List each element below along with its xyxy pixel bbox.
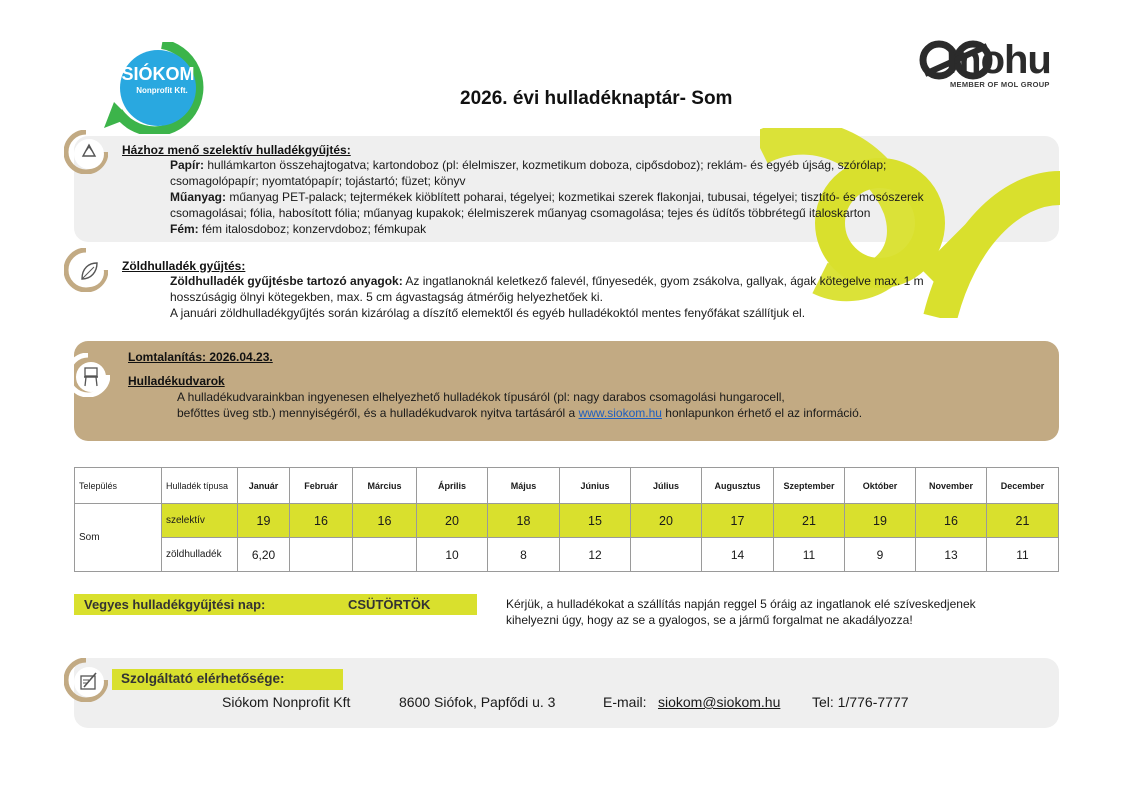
mohu-logo-text: mohu	[946, 38, 1051, 82]
date-cell: 15	[560, 504, 631, 538]
table-row-selective	[75, 504, 1059, 538]
paper-text: hullámkarton összehajtogatva; kartondoboz (pl: élelmiszer, kozmetikum doboza, cipősdoboz); reklám- és egyéb újság, szórólap;	[207, 158, 887, 172]
date-cell: 20	[631, 504, 702, 538]
contact-company: Siókom Nonprofit Kft	[222, 694, 351, 710]
date-cell: 21	[987, 504, 1059, 538]
contact-phone: Tel: 1/776-7777	[812, 694, 909, 710]
plastic-label: Műanyag:	[170, 190, 227, 204]
date-cell	[290, 538, 353, 572]
header-waste-type: Hulladék típusa	[162, 468, 238, 504]
date-cell: 18	[488, 504, 560, 538]
green-body	[170, 273, 1030, 321]
selective-heading: Házhoz menő szelektív hulladékgyűjtés:	[122, 143, 351, 157]
header-month: Szeptember	[774, 468, 845, 504]
siokom-logo	[100, 42, 215, 134]
yard-text-end: honlapunkon érhető el az információ.	[661, 406, 863, 420]
date-cell: 19	[238, 504, 290, 538]
green-text-cont: hosszúságig ölnyi kötegekben, max. 5 cm ágvastagság átmérőig helyezhetőek ki.	[170, 290, 603, 304]
chair-icon	[66, 353, 110, 397]
header-month: December	[987, 468, 1059, 504]
selective-body	[170, 157, 1055, 237]
yard-text-cont: befőttes üveg stb.) mennyiségéről, és a hulladékudvarok nyitva tartásáról a	[177, 406, 576, 420]
header-month: Június	[560, 468, 631, 504]
date-cell	[631, 538, 702, 572]
mixed-waste-label: Vegyes hulladékgyűjtési nap:	[84, 597, 266, 612]
green-heading: Zöldhulladék gyűjtés:	[122, 259, 246, 273]
yard-text: A hulladékudvarainkban ingyenesen elhelyezhető hulladékok típusáról (pl: nagy darabos csomagolási hungarocell,	[177, 390, 785, 404]
date-cell	[353, 538, 417, 572]
header-month: Január	[238, 468, 290, 504]
date-cell: 16	[353, 504, 417, 538]
paper-label: Papír:	[170, 158, 205, 172]
waste-type-cell: zöldhulladék	[162, 538, 238, 572]
header-month: Október	[845, 468, 916, 504]
leaf-icon	[64, 248, 108, 292]
contact-address: 8600 Siófok, Papfődi u. 3	[399, 694, 556, 710]
green-text: Az ingatlanoknál keletkező falevél, fűnyesedék, gyom zsákolva, gallyak, ágak kötegelve max. 1 m	[405, 274, 924, 288]
siokom-website-link[interactable]: www.siokom.hu	[578, 406, 662, 420]
placement-note	[506, 596, 976, 628]
siokom-logo-subtext: Nonprofit Kft.	[136, 86, 188, 95]
yard-heading: Hulladékudvarok	[128, 374, 225, 388]
date-cell: 13	[916, 538, 987, 572]
metal-text: fém italosdoboz; konzervdoboz; fémkupak	[202, 222, 427, 236]
placement-note-line: kihelyezni úgy, hogy az se a gyalogos, se a jármű forgalmat ne akadályozza!	[506, 613, 913, 627]
mohu-logo-subtext: MEMBER OF MOL GROUP	[950, 80, 1050, 89]
header-month: Február	[290, 468, 353, 504]
waste-type-cell: szelektív	[162, 504, 238, 538]
table-header-row	[75, 468, 1059, 504]
recycle-icon	[64, 130, 108, 174]
contact-email-link[interactable]: siokom@siokom.hu	[658, 694, 781, 710]
bulky-heading: Lomtalanítás: 2026.04.23.	[128, 350, 273, 364]
green-january-note: A januári zöldhulladékgyűjtés során kizárólag a díszítő elemektől és egyéb hulladékoktól mentes fenyőfákat szállítjuk el.	[170, 306, 806, 320]
siokom-logo-text: SIÓKOM	[121, 64, 195, 84]
mixed-waste-day: CSÜTÖRTÖK	[348, 597, 431, 612]
date-cell: 21	[774, 504, 845, 538]
settlement-cell: Som	[75, 504, 162, 572]
plastic-text: műanyag PET-palack; tejtermékek kiöblített poharai, tégelyei; kozmetikai szerek flakonjai, tubusai, tégelyei; tisztító- és mosószerek	[229, 190, 924, 204]
date-cell: 11	[774, 538, 845, 572]
date-cell: 10	[417, 538, 488, 572]
date-cell: 16	[916, 504, 987, 538]
date-cell: 12	[560, 538, 631, 572]
contact-heading: Szolgáltató elérhetősége:	[121, 671, 285, 686]
yard-body	[177, 389, 1017, 421]
placement-note-line: Kérjük, a hulladékokat a szállítás napján reggel 5 óráig az ingatlanok elé szíveskedjenek	[506, 597, 976, 611]
collection-calendar-table	[74, 467, 1059, 572]
date-cell: 6,20	[238, 538, 290, 572]
date-cell: 16	[290, 504, 353, 538]
date-cell: 19	[845, 504, 916, 538]
page-title: 2026. évi hulladéknaptár- Som	[460, 88, 733, 109]
header-month: November	[916, 468, 987, 504]
date-cell: 20	[417, 504, 488, 538]
contact-edit-icon	[64, 658, 108, 702]
green-sub-label: Zöldhulladék gyűjtésbe tartozó anyagok:	[170, 274, 403, 288]
contact-email-label: E-mail:	[603, 694, 647, 710]
header-settlement: Település	[75, 468, 162, 504]
table-row-green	[75, 538, 1059, 572]
metal-label: Fém:	[170, 222, 199, 236]
date-cell: 9	[845, 538, 916, 572]
paper-text-cont: csomagolópapír; nyomtatópapír; tojástartó; füzet; könyv	[170, 174, 466, 188]
header-month: Április	[417, 468, 488, 504]
header-month: Augusztus	[702, 468, 774, 504]
date-cell: 8	[488, 538, 560, 572]
date-cell: 14	[702, 538, 774, 572]
date-cell: 17	[702, 504, 774, 538]
header-month: Március	[353, 468, 417, 504]
header-month: Május	[488, 468, 560, 504]
plastic-text-cont: csomagolásai; fólia, habosított fólia; műanyag kupakok; élelmiszerek műanyag csomagolása; tejes és üdítős többrétegű italoskarton	[170, 206, 871, 220]
date-cell: 11	[987, 538, 1059, 572]
header-month: Július	[631, 468, 702, 504]
